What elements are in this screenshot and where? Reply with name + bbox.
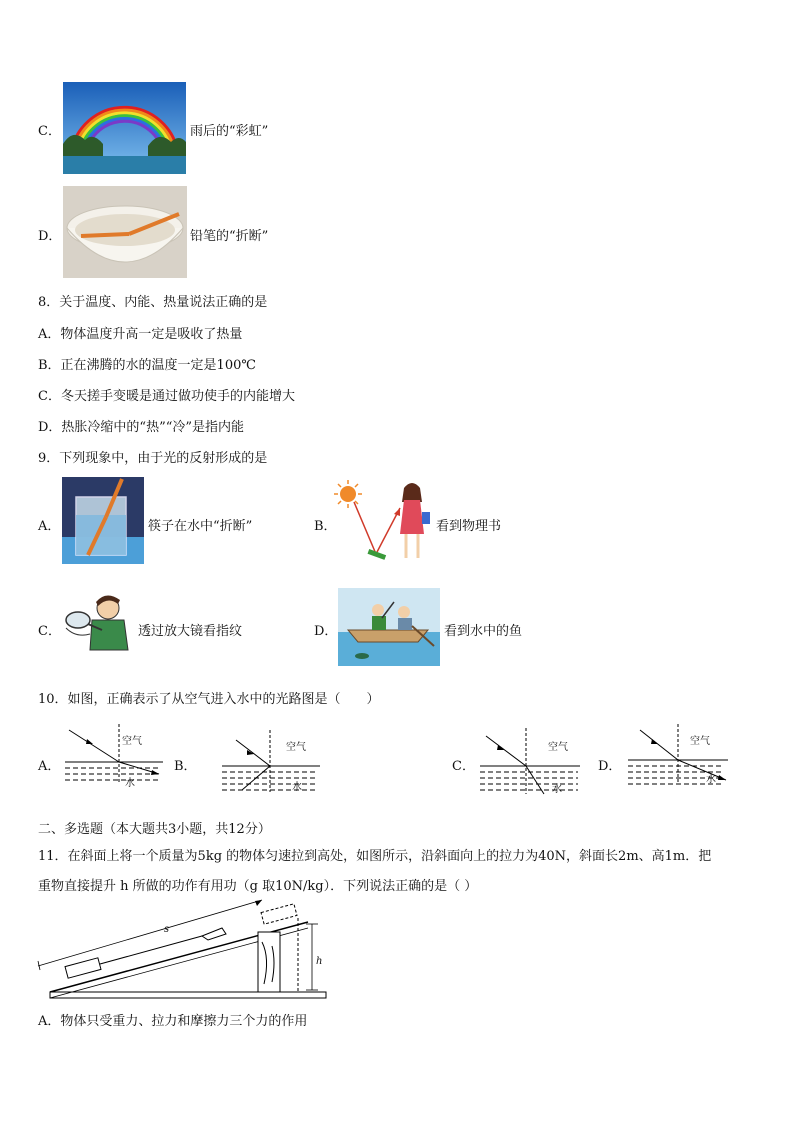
q10-d-water-label: 水 — [706, 774, 716, 785]
q9-option-d-label: D． — [314, 624, 338, 639]
q9-stem: 9．下列现象中，由于光的反射形成的是 — [38, 451, 268, 466]
q10-diagram-b — [222, 728, 322, 796]
section-2-heading: 二、多选题（本大题共3小题，共12分） — [38, 822, 271, 837]
q8-stem: 8．关于温度、内能、热量说法正确的是 — [38, 295, 268, 310]
chopsticks-in-water-image — [62, 477, 144, 564]
q10-option-a-label: A． — [38, 759, 61, 774]
q10-a-water-label: 水 — [125, 778, 135, 789]
q10-stem: 10．如图，正确表示了从空气进入水中的光路图是（ ） — [38, 692, 380, 707]
q9-option-b-text: 看到物理书 — [436, 519, 502, 534]
q9-option-a-text: 筷子在水中“折断” — [148, 519, 253, 534]
q9-option-d-text: 看到水中的鱼 — [444, 624, 523, 639]
incline-figure — [36, 898, 336, 1004]
q7-option-c-label: C． — [38, 124, 61, 139]
q9-option-c-label: C． — [38, 624, 61, 639]
q10-option-d-label: D． — [598, 759, 622, 774]
sun-book-girl-image — [334, 478, 434, 563]
q11-stem-line-1: 11．在斜面上将一个质量为5kg 的物体匀速拉到高处，如图所示，沿斜面向上的拉力为40N，斜面长2m、高1m．把 — [38, 849, 712, 864]
q9-option-b-label: B． — [314, 519, 337, 534]
q10-c-air-label: 空气 — [548, 742, 568, 753]
q11-option-a: A．物体只受重力、拉力和摩擦力三个力的作用 — [38, 1014, 308, 1029]
q9-option-a-label: A． — [38, 519, 61, 534]
q10-d-air-label: 空气 — [690, 736, 710, 747]
q10-b-air-label: 空气 — [286, 742, 306, 753]
magnifier-fingerprint-image — [62, 590, 136, 660]
q8-option-b: B．正在沸腾的水的温度一定是100℃ — [38, 358, 256, 373]
q8-option-a: A．物体温度升高一定是吸收了热量 — [38, 327, 243, 342]
q10-option-b-label: B． — [174, 759, 197, 774]
q10-option-c-label: C． — [452, 759, 475, 774]
q7-option-d-label: D． — [38, 229, 62, 244]
q10-diagram-c — [480, 726, 580, 798]
boat-fish-image — [338, 588, 440, 666]
q7-option-d-text: 铅笔的“折断” — [190, 229, 269, 244]
q10-b-water-label: 水 — [292, 782, 302, 793]
q7-option-c-text: 雨后的“彩虹” — [190, 124, 269, 139]
q8-option-c: C．冬天搓手变暖是通过做功使手的内能增大 — [38, 389, 295, 404]
q10-c-water-label: 水 — [552, 784, 562, 795]
q11-stem-line-2: 重物直接提升 h 所做的功作有用功（g 取10N/kg）．下列说法正确的是（ ） — [38, 879, 478, 894]
rainbow-image — [63, 82, 186, 174]
q9-option-c-text: 透过放大镜看指纹 — [138, 624, 243, 639]
incline-s-label: s — [164, 924, 170, 935]
q10-a-air-label: 空气 — [122, 736, 142, 747]
q8-option-d: D．热胀冷缩中的“热”“冷”是指内能 — [38, 420, 245, 435]
incline-h-label: h — [316, 956, 323, 967]
bowl-pencil-image — [63, 186, 187, 278]
q10-diagram-a — [63, 722, 163, 794]
